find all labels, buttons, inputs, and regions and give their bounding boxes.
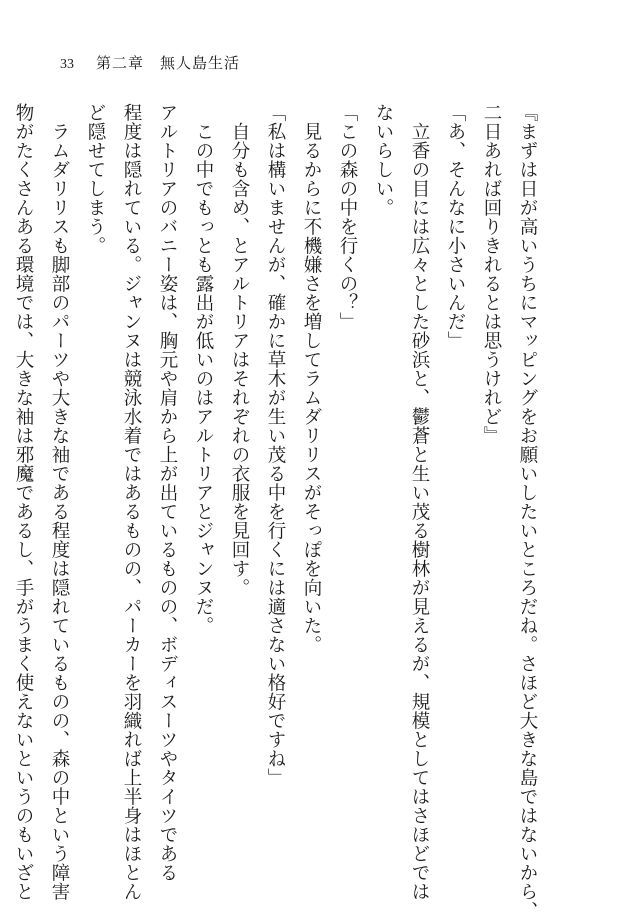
- chapter-label: 第二章: [96, 54, 145, 72]
- running-header: [60, 52, 240, 73]
- text-line: 程度は隠れている。ジャンヌは競泳水着ではあるものの、パーカーを羽織れば上半身はほとん: [121, 103, 142, 901]
- text-line: 「あ、そんなに小さいんだ」: [445, 103, 466, 350]
- chapter-title: 無人島生活: [160, 54, 241, 72]
- text-line: 見るからに不機嫌さを増してラムダリリスがそっぽを向いた。: [301, 121, 322, 654]
- text-line: ラムダリリスも脚部のパーツや大きな袖である程度は隠れているものの、森の中という障害: [49, 121, 70, 901]
- text-line: ど隠せてしまう。: [85, 103, 106, 255]
- text-line: 「私は構いませんが、確かに草木が生い茂る中を行くには適さない格好ですね」: [265, 103, 286, 787]
- text-line: 『まずは日が高いうちにマッピングをお願いしたいところだね。さほど大きな島ではないから、: [517, 103, 538, 920]
- text-line: アルトリアのバニー姿は、胸元や肩から上が出ているものの、ボディスーツやタイツである: [157, 103, 178, 882]
- page-number: 33: [60, 57, 74, 72]
- text-line: 二日あれば回りきれるとは思うけれど』: [481, 103, 502, 445]
- text-line: この中でもっとも露出が低いのはアルトリアとジャンヌだ。: [193, 121, 214, 635]
- text-line: 物がたくさんある環境では、大きな袖は邪魔であるし、手がうまく使えないというのもいざと: [13, 103, 34, 901]
- text-line: 「この森の中を行くの？」: [337, 103, 358, 331]
- text-line: 立香の目には広々とした砂浜と、鬱蒼と生い茂る樹林が見えるが、規模としてはさほどでは: [409, 121, 430, 901]
- text-line: 自分も含め、とアルトリアはそれぞれの衣服を見回す。: [229, 121, 250, 597]
- vertical-body-text: [0, 103, 545, 920]
- text-line: ないらしい。: [373, 103, 394, 217]
